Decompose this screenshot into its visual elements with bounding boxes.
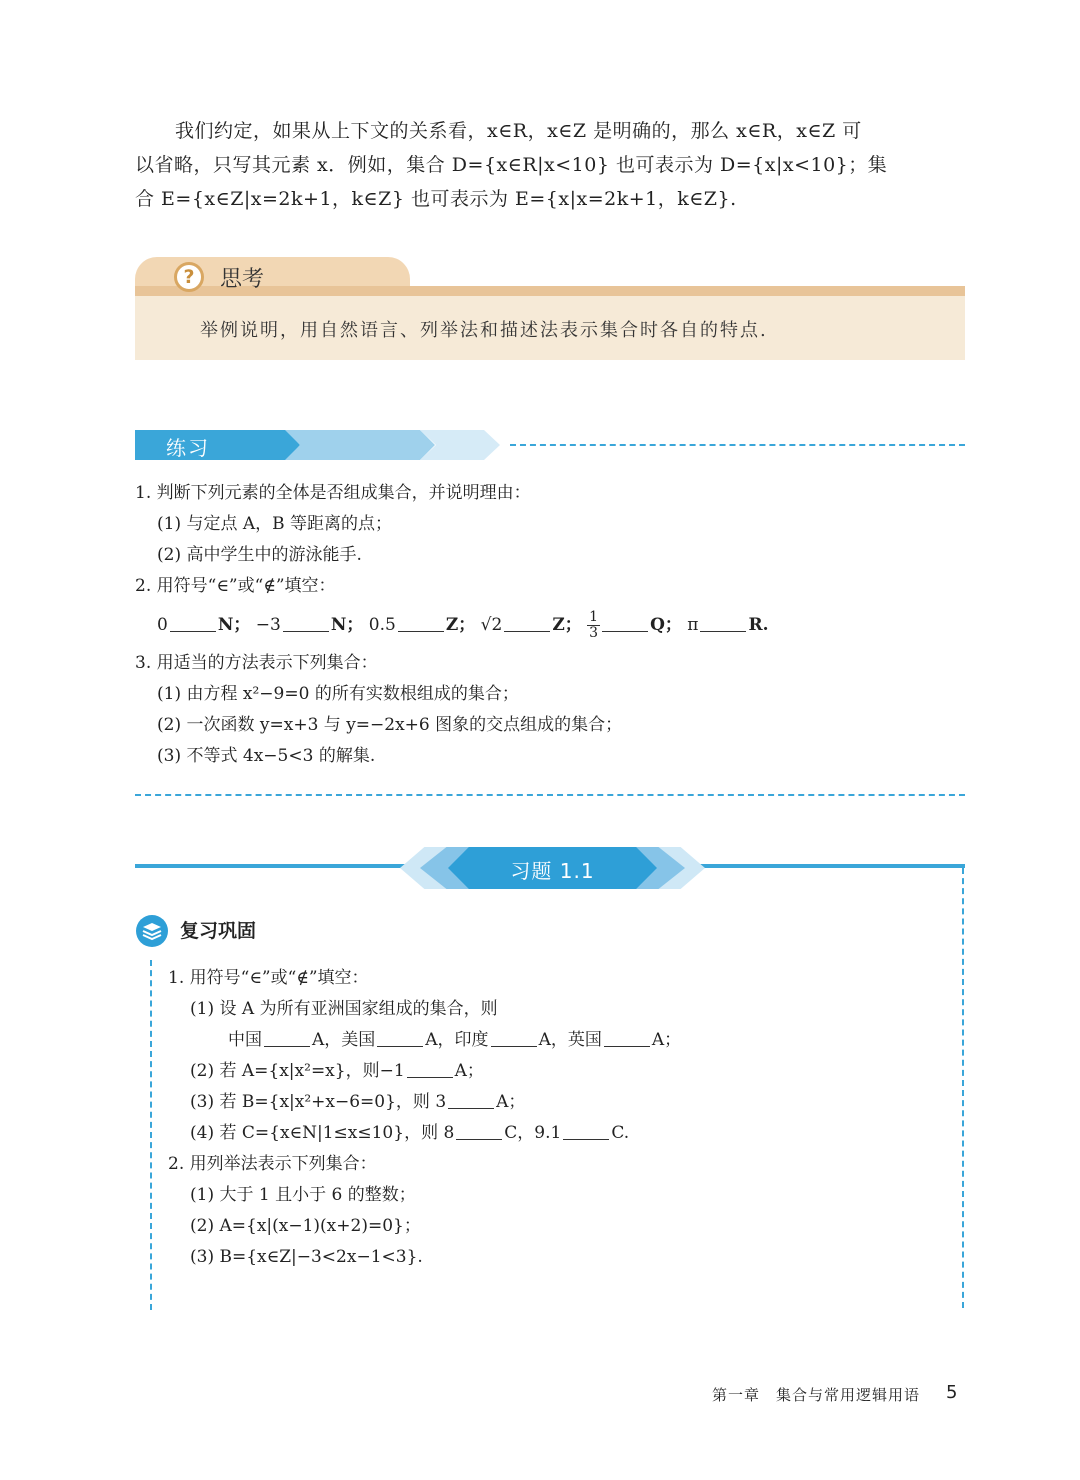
answer-blank[interactable] bbox=[602, 615, 648, 632]
exercise-title: 习题 1.1 bbox=[510, 859, 595, 883]
exercise-q1-4-mid: C，9.1 bbox=[504, 1123, 562, 1143]
footer-chapter: 第一章 集合与常用逻辑用语 bbox=[712, 1386, 921, 1404]
practice-q3-1: (1) 由方程 x²−9=0 的所有实数根组成的集合； bbox=[157, 684, 519, 704]
exercise-q2-2: (2) A={x|(x−1)(x+2)=0}； bbox=[190, 1216, 421, 1236]
intro-line-3: 合 E={x∈Z|x=2k+1，k∈Z} 也可表示为 E={x|x=2k+1，k∈Z}. bbox=[135, 188, 737, 210]
exercise-left-dashed-border bbox=[150, 960, 152, 1310]
answer-blank[interactable] bbox=[448, 1092, 494, 1109]
exercise-q1-2-text: (2) 若 A={x|x²=x}，则−1 bbox=[190, 1061, 405, 1081]
exercise-q2: 2. 用列举法表示下列集合： bbox=[168, 1154, 377, 1174]
answer-blank[interactable] bbox=[377, 1030, 423, 1047]
exercise-q1: 1. 用符号“∈”或“∉”填空： bbox=[168, 968, 369, 988]
answer-blank[interactable] bbox=[491, 1030, 537, 1047]
practice-banner-chevron-2 bbox=[285, 430, 435, 460]
exercise-q1-3 bbox=[168, 1087, 948, 1118]
answer-blank[interactable] bbox=[456, 1123, 502, 1140]
country-china: 中国 bbox=[228, 1030, 262, 1050]
q2-set: Z； bbox=[445, 615, 476, 635]
q2-set: N； bbox=[330, 615, 364, 635]
answer-blank[interactable] bbox=[170, 615, 216, 632]
exercise-q1-2-set: A； bbox=[454, 1061, 484, 1081]
exercise-q1-3-text: (3) 若 B={x|x²+x−6=0}，则 3 bbox=[190, 1092, 447, 1112]
q2-set: N； bbox=[217, 615, 251, 635]
answer-blank[interactable] bbox=[504, 615, 550, 632]
exercise-q1-1-blanks bbox=[168, 1025, 948, 1056]
practice-top-dashed-line bbox=[510, 444, 965, 446]
answer-blank[interactable] bbox=[604, 1030, 650, 1047]
set-label: A，美国 bbox=[312, 1030, 376, 1050]
practice-q1-2: (2) 高中学生中的游泳能手. bbox=[157, 545, 362, 565]
review-section-title: 复习巩固 bbox=[180, 920, 257, 942]
practice-questions bbox=[135, 478, 965, 772]
practice-q2-items bbox=[135, 602, 965, 648]
exercise-top-line-left bbox=[135, 864, 405, 868]
practice-q3: 3. 用适当的方法表示下列集合： bbox=[135, 653, 378, 673]
exercise-q1-3-set: A； bbox=[496, 1092, 526, 1112]
answer-blank[interactable] bbox=[398, 615, 444, 632]
answer-blank[interactable] bbox=[563, 1123, 609, 1140]
practice-title: 练习 bbox=[166, 436, 210, 460]
page-number: 5 bbox=[946, 1382, 958, 1403]
practice-q1-1: (1) 与定点 A，B 等距离的点； bbox=[157, 514, 393, 534]
fraction-numerator: 1 bbox=[589, 609, 599, 625]
answer-blank[interactable] bbox=[283, 615, 329, 632]
practice-q3-3: (3) 不等式 4x−5<3 的解集. bbox=[157, 746, 376, 766]
practice-q2: 2. 用符号“∈”或“∉”填空： bbox=[135, 576, 336, 596]
intro-line-2: 以省略，只写其元素 x．例如，集合 D={x∈R|x<10} 也可表示为 D={x|x<10}；集 bbox=[135, 154, 888, 176]
q2-set: Q； bbox=[650, 615, 682, 635]
answer-blank[interactable] bbox=[264, 1030, 310, 1047]
exercise-top-line-right bbox=[695, 864, 965, 868]
set-label: A，英国 bbox=[538, 1030, 602, 1050]
q2-value: −3 bbox=[255, 615, 281, 635]
q2-value: 0 bbox=[157, 615, 168, 635]
fraction-denominator: 3 bbox=[589, 625, 599, 641]
fraction bbox=[587, 610, 600, 641]
practice-q1: 1. 判断下列元素的全体是否组成集合，并说明理由： bbox=[135, 483, 531, 503]
exercise-q1-4 bbox=[168, 1118, 948, 1149]
exercise-q1-4-set: C. bbox=[611, 1123, 630, 1143]
think-text: 举例说明，用自然语言、列举法和描述法表示集合时各自的特点. bbox=[200, 320, 768, 341]
exercise-q1-2 bbox=[168, 1056, 948, 1087]
exercise-q1-4-text: (4) 若 C={x∈N|1≤x≤10}，则 8 bbox=[190, 1123, 455, 1143]
q2-set: Z； bbox=[552, 615, 582, 635]
answer-blank[interactable] bbox=[700, 615, 746, 632]
exercise-q1-1: (1) 设 A 为所有亚洲国家组成的集合，则 bbox=[190, 999, 498, 1019]
exercise-questions bbox=[168, 963, 948, 1273]
exercise-q2-1: (1) 大于 1 且小于 6 的整数； bbox=[190, 1185, 416, 1205]
answer-blank[interactable] bbox=[407, 1061, 453, 1078]
intro-paragraph bbox=[135, 114, 965, 216]
q2-value: √2 bbox=[480, 615, 503, 635]
question-icon: ? bbox=[174, 262, 204, 292]
q2-value: π bbox=[687, 615, 699, 635]
practice-q3-2: (2) 一次函数 y=x+3 与 y=−2x+6 图象的交点组成的集合； bbox=[157, 715, 623, 735]
think-title: 思考 bbox=[220, 267, 265, 292]
exercise-banner bbox=[400, 847, 705, 889]
layers-icon bbox=[135, 914, 169, 948]
practice-bottom-dashed-line bbox=[135, 794, 965, 796]
q2-set: R. bbox=[748, 615, 769, 635]
exercise-right-dashed-border bbox=[962, 868, 964, 1308]
practice-banner bbox=[135, 430, 300, 460]
intro-line-1: 我们约定，如果从上下文的关系看，x∈R，x∈Z 是明确的，那么 x∈R，x∈Z 可 bbox=[175, 120, 862, 142]
exercise-q2-3: (3) B={x∈Z|−3<2x−1<3}. bbox=[190, 1247, 423, 1267]
set-label: A； bbox=[651, 1030, 682, 1050]
q2-value: 0.5 bbox=[368, 615, 396, 635]
set-label: A，印度 bbox=[425, 1030, 489, 1050]
